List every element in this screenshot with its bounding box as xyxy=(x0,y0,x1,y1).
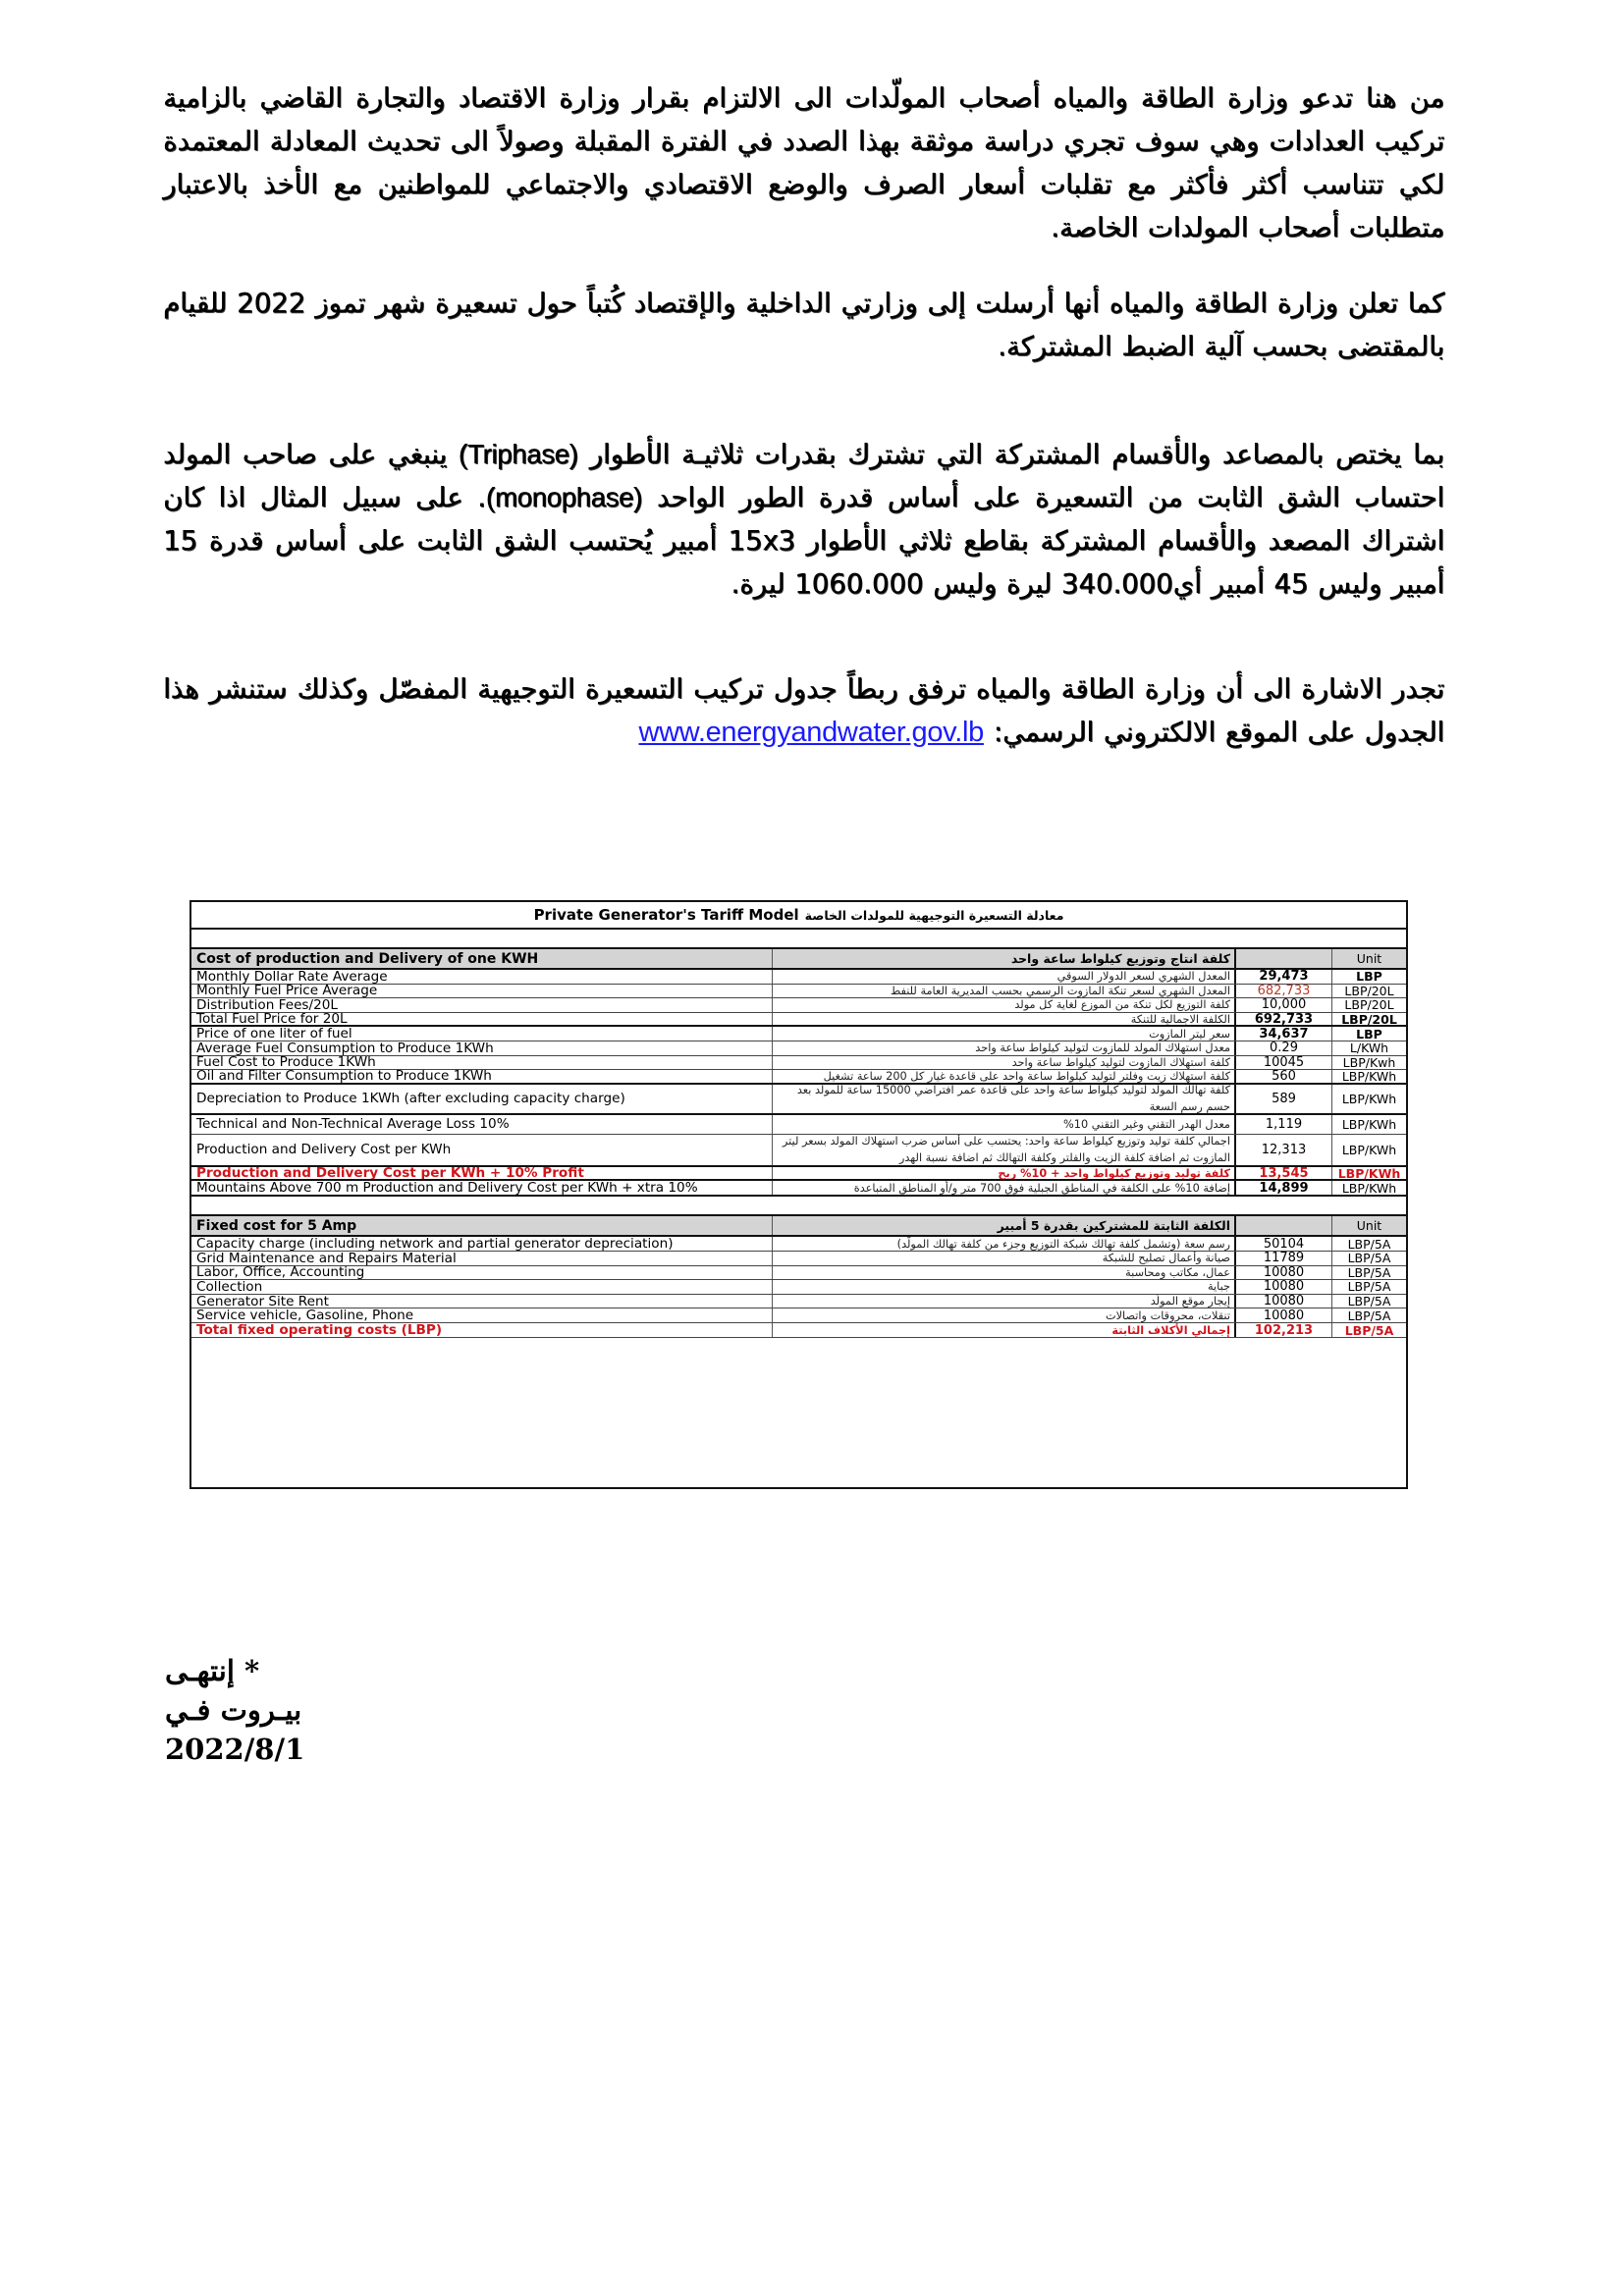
section-header-row xyxy=(191,949,1406,970)
row-label-en: Grid Maintenance and Repairs Material xyxy=(191,1252,773,1265)
row-label-ar: تنقلات، محروقات واتصالات xyxy=(773,1308,1236,1322)
row-label-ar: كلفة التوزيع لكل تنكة من الموزع لغاية كل مولد xyxy=(773,998,1236,1012)
row-unit: LBP/KWh xyxy=(1341,1181,1397,1196)
table-row xyxy=(191,970,1406,985)
row-label-en: Production and Delivery Cost per KWh + 10% Profit xyxy=(191,1167,773,1180)
table-row xyxy=(191,998,1406,1013)
paragraph-july-pricing: كما تعلن وزارة الطاقة والمياه أنها أرسلت إلى وزارتي الداخلية والإقتصاد كُتباً حول تسعيرة شهر تموز 2022 للقيام بالمقتضى بحسب آلية الضبط المشتركة. xyxy=(163,288,1444,362)
row-unit: LBP/20L xyxy=(1344,984,1394,998)
triphase-term: (Triphase) xyxy=(458,439,578,469)
table-row xyxy=(191,1041,1406,1056)
table-row xyxy=(191,1070,1406,1085)
row-unit: LBP/KWh xyxy=(1337,1166,1401,1180)
paragraph-table-attachment xyxy=(163,667,1444,754)
ministry-website-link[interactable]: www.energyandwater.gov.lb xyxy=(638,717,984,748)
section-header-en: Fixed cost for 5 Amp xyxy=(191,1216,773,1235)
table-row xyxy=(191,1237,1406,1252)
row-unit: LBP/5A xyxy=(1347,1280,1391,1294)
row-unit: LBP/20L xyxy=(1341,1012,1397,1026)
row-unit: LBP/KWh xyxy=(1341,1142,1397,1157)
row-label-ar: سعر ليتر المازوت xyxy=(773,1027,1236,1041)
section-header-unit: Unit xyxy=(1356,951,1382,966)
table-title-ar: معادلة التسعيرة التوجيهية للمولدات الخاصة xyxy=(804,907,1064,923)
row-label-ar: المعدل الشهري لسعر تنكة المازوت الرسمي بحسب المديرية العامة للنفط xyxy=(773,985,1236,998)
row-label-en: Total fixed operating costs (LBP) xyxy=(191,1323,773,1337)
row-value: 0.29 xyxy=(1236,1041,1332,1055)
section-header-ar: الكلفة الثابتة للمشتركين بقدرة 5 أمبير xyxy=(773,1216,1236,1235)
row-label-ar: المعدل الشهري لسعر الدولار السوقي xyxy=(773,970,1236,984)
row-unit: LBP/5A xyxy=(1347,1237,1391,1251)
row-unit: LBP xyxy=(1356,970,1382,984)
table-row xyxy=(191,1167,1406,1182)
row-label-ar: الكلفة الاجمالية للتنكة xyxy=(773,1013,1236,1026)
row-label-ar: عمال، مكاتب ومحاسبة xyxy=(773,1266,1236,1280)
row-label-ar: اجمالي كلفة توليد وتوزيع كيلواط ساعة واحد: يحتسب على أساس ضرب استهلاك المولد بسعر ليتر المازوت ثم اضافة كلفة الزيت والفلتر وكلفة التهالك ثم اضافة نسبة الهدر xyxy=(773,1135,1236,1165)
row-unit: LBP/Kwh xyxy=(1342,1055,1396,1070)
row-label-en: Collection xyxy=(191,1280,773,1294)
row-value: 10080 xyxy=(1236,1266,1332,1280)
section-header-row xyxy=(191,1216,1406,1237)
table-row xyxy=(191,1308,1406,1323)
row-value: 10045 xyxy=(1236,1056,1332,1070)
row-label-en: Fuel Cost to Produce 1KWh xyxy=(191,1056,773,1070)
row-label-ar: رسم سعة (وتشمل كلفة تهالك شبكة التوزيع وجزء من كلفة تهالك المولّد) xyxy=(773,1237,1236,1251)
table-row xyxy=(191,1266,1406,1281)
row-label-ar: كلفة تهالك المولد لتوليد كيلواط ساعة واحد على قاعدة عمر افتراضي 15000 ساعة للمولد بعد حسم رسم السعة xyxy=(773,1085,1236,1113)
table-row xyxy=(191,1027,1406,1041)
table-row xyxy=(191,1013,1406,1028)
row-label-en: Service vehicle, Gasoline, Phone xyxy=(191,1308,773,1322)
table-row xyxy=(191,1115,1406,1135)
table-row xyxy=(191,1085,1406,1115)
row-label-en: Distribution Fees/20L xyxy=(191,998,773,1012)
row-label-en: Capacity charge (including network and partial generator depreciation) xyxy=(191,1237,773,1251)
table-row xyxy=(191,1280,1406,1295)
row-unit: LBP/KWh xyxy=(1341,1070,1397,1083)
table-spacer-row xyxy=(191,1197,1406,1216)
p3-part-a: بما يختص بالمصاعد والأقسام المشتركة التي تشترك بقدرات ثلاثيـة الأطوار xyxy=(589,439,1444,470)
row-value: 1,119 xyxy=(1236,1115,1332,1134)
p4-text: تجدر الاشارة الى أن وزارة الطاقة والمياه ترفق ربطاً جدول تركيب التسعيرة التوجيهية المفصّل وكذلك ستنشر هذا الجدول على الموقع الالكتروني الرسمي: xyxy=(163,673,1444,748)
row-value: 34,637 xyxy=(1236,1027,1332,1041)
section-header-unit: Unit xyxy=(1356,1218,1382,1234)
table-row xyxy=(191,1323,1406,1338)
row-unit: LBP/20L xyxy=(1344,998,1394,1012)
row-value: 14,899 xyxy=(1236,1181,1332,1195)
p3-part-c: . على سبيل المثال اذا كان اشتراك المصعد والأقسام المشتركة بقاطع ثلاثي الأطوار 15x3 أمبير يُحتسب الشق الثابت على أساس قدرة 15 أمبير وليس 45 أمبير أي340.000 ليرة وليس 1060.000 ليرة. xyxy=(163,482,1445,600)
end-mark: * إنتهـى xyxy=(165,1654,260,1687)
section-header-ar: كلفة انتاج وتوزيع كيلواط ساعة واحد xyxy=(773,949,1236,968)
row-unit: L/KWh xyxy=(1349,1041,1389,1055)
table-row xyxy=(191,985,1406,999)
row-label-ar: إضافة 10% على الكلفة في المناطق الجبلية فوق 700 متر و/أو المناطق المتباعدة xyxy=(773,1181,1236,1195)
row-label-en: Price of one liter of fuel xyxy=(191,1027,773,1041)
table-row xyxy=(191,1056,1406,1071)
row-value: 10080 xyxy=(1236,1280,1332,1294)
tariff-model-table xyxy=(189,900,1408,1489)
row-unit: LBP/5A xyxy=(1347,1308,1391,1322)
row-label-ar: كلفة استهلاك زيت وفلتر لتوليد كيلواط ساعة واحد على قاعدة غيار كل 200 ساعة تشغيل xyxy=(773,1070,1236,1083)
row-label-en: Average Fuel Consumption to Produce 1KWh xyxy=(191,1041,773,1055)
row-label-ar: كلفة استهلاك المازوت لتوليد كيلواط ساعة واحد xyxy=(773,1056,1236,1070)
row-value: 13,545 xyxy=(1236,1167,1332,1180)
row-value: 10080 xyxy=(1236,1295,1332,1308)
row-label-en: Mountains Above 700 m Production and Delivery Cost per KWh + xtra 10% xyxy=(191,1181,773,1195)
row-label-en: Labor, Office, Accounting xyxy=(191,1266,773,1280)
table-row xyxy=(191,1135,1406,1167)
paragraph-meters-obligation: من هنا تدعو وزارة الطاقة والمياه أصحاب المولّدات الى الالتزام بقرار وزارة الاقتصاد والتجارة القاضي بالزامية تركيب العدادات وهي سوف تجري دراسة موثقة بهذا الصدد في الفترة المقبلة وصولاً الى تحديث المعادلة المعتمدة لكي تتناسب أكثر فأكثر مع تقلبات أسعار الصرف والوضع الاقتصادي والاجتماعي للمواطنين مع الأخذ بالاعتبار متطلبات أصحاب المولدات الخاصة. xyxy=(163,82,1444,243)
row-unit: LBP/5A xyxy=(1347,1294,1391,1308)
row-value: 589 xyxy=(1236,1085,1332,1113)
row-value: 682,733 xyxy=(1236,985,1332,998)
row-label-en: Technical and Non-Technical Average Loss 10% xyxy=(191,1115,773,1134)
row-label-ar: صيانة وأعمال تصليح للشبكة xyxy=(773,1252,1236,1265)
paragraph-triphase-rule xyxy=(163,433,1444,606)
row-label-ar: إيجار موقع المولّد xyxy=(773,1295,1236,1308)
row-label-ar: إجمالي الأكلاف الثابتة xyxy=(773,1323,1236,1337)
section-header-en: Cost of production and Delivery of one KWH xyxy=(191,949,773,968)
row-label-en: Oil and Filter Consumption to Produce 1KWh xyxy=(191,1070,773,1083)
row-label-en: Generator Site Rent xyxy=(191,1295,773,1308)
row-value: 560 xyxy=(1236,1070,1332,1083)
row-value: 50104 xyxy=(1236,1237,1332,1251)
date-line: بيـروت فـي 2022/8/1 xyxy=(165,1693,305,1766)
row-label-ar: كلفة توليد وتوزيع كيلواط واحد + 10% ربح xyxy=(773,1167,1236,1180)
row-unit: LBP/5A xyxy=(1347,1252,1391,1265)
table-row xyxy=(191,1181,1406,1197)
row-value: 29,473 xyxy=(1236,970,1332,984)
table-title-en: Private Generator's Tariff Model xyxy=(533,906,799,924)
p3-part-b: ينبغي على صاحب المولد احتساب الشق الثابت من التسعيرة على أساس قدرة الطور الواحد xyxy=(163,439,1444,513)
monophase-term: (monophase) xyxy=(485,482,643,512)
row-label-en: Depreciation to Produce 1KWh (after excluding capacity charge) xyxy=(191,1085,773,1113)
row-label-ar: معدل استهلاك المولد للمازوت لتوليد كيلواط ساعة واحد xyxy=(773,1041,1236,1055)
row-unit: LBP/5A xyxy=(1344,1323,1394,1337)
row-value: 10,000 xyxy=(1236,998,1332,1012)
table-title-row xyxy=(191,902,1406,930)
row-value: 10080 xyxy=(1236,1308,1332,1322)
row-value: 692,733 xyxy=(1236,1013,1332,1026)
row-label-en: Total Fuel Price for 20L xyxy=(191,1013,773,1026)
table-row xyxy=(191,1295,1406,1309)
row-label-en: Monthly Fuel Price Average xyxy=(191,985,773,998)
row-label-ar: جباية xyxy=(773,1280,1236,1294)
row-unit: LBP/KWh xyxy=(1341,1116,1397,1132)
section-header-value xyxy=(1236,949,1332,968)
row-label-en: Production and Delivery Cost per KWh xyxy=(191,1135,773,1165)
row-value: 12,313 xyxy=(1236,1135,1332,1165)
row-value: 102,213 xyxy=(1236,1323,1332,1337)
row-unit: LBP xyxy=(1356,1027,1382,1041)
row-unit: LBP/KWh xyxy=(1341,1091,1397,1106)
table-row xyxy=(191,1252,1406,1266)
section-header-value xyxy=(1236,1216,1332,1235)
table-spacer-row xyxy=(191,930,1406,949)
row-value: 11789 xyxy=(1236,1252,1332,1265)
row-label-ar: معدل الهدر التقني وغير التقني 10% xyxy=(773,1115,1236,1134)
row-unit: LBP/5A xyxy=(1347,1265,1391,1280)
row-label-en: Monthly Dollar Rate Average xyxy=(191,970,773,984)
